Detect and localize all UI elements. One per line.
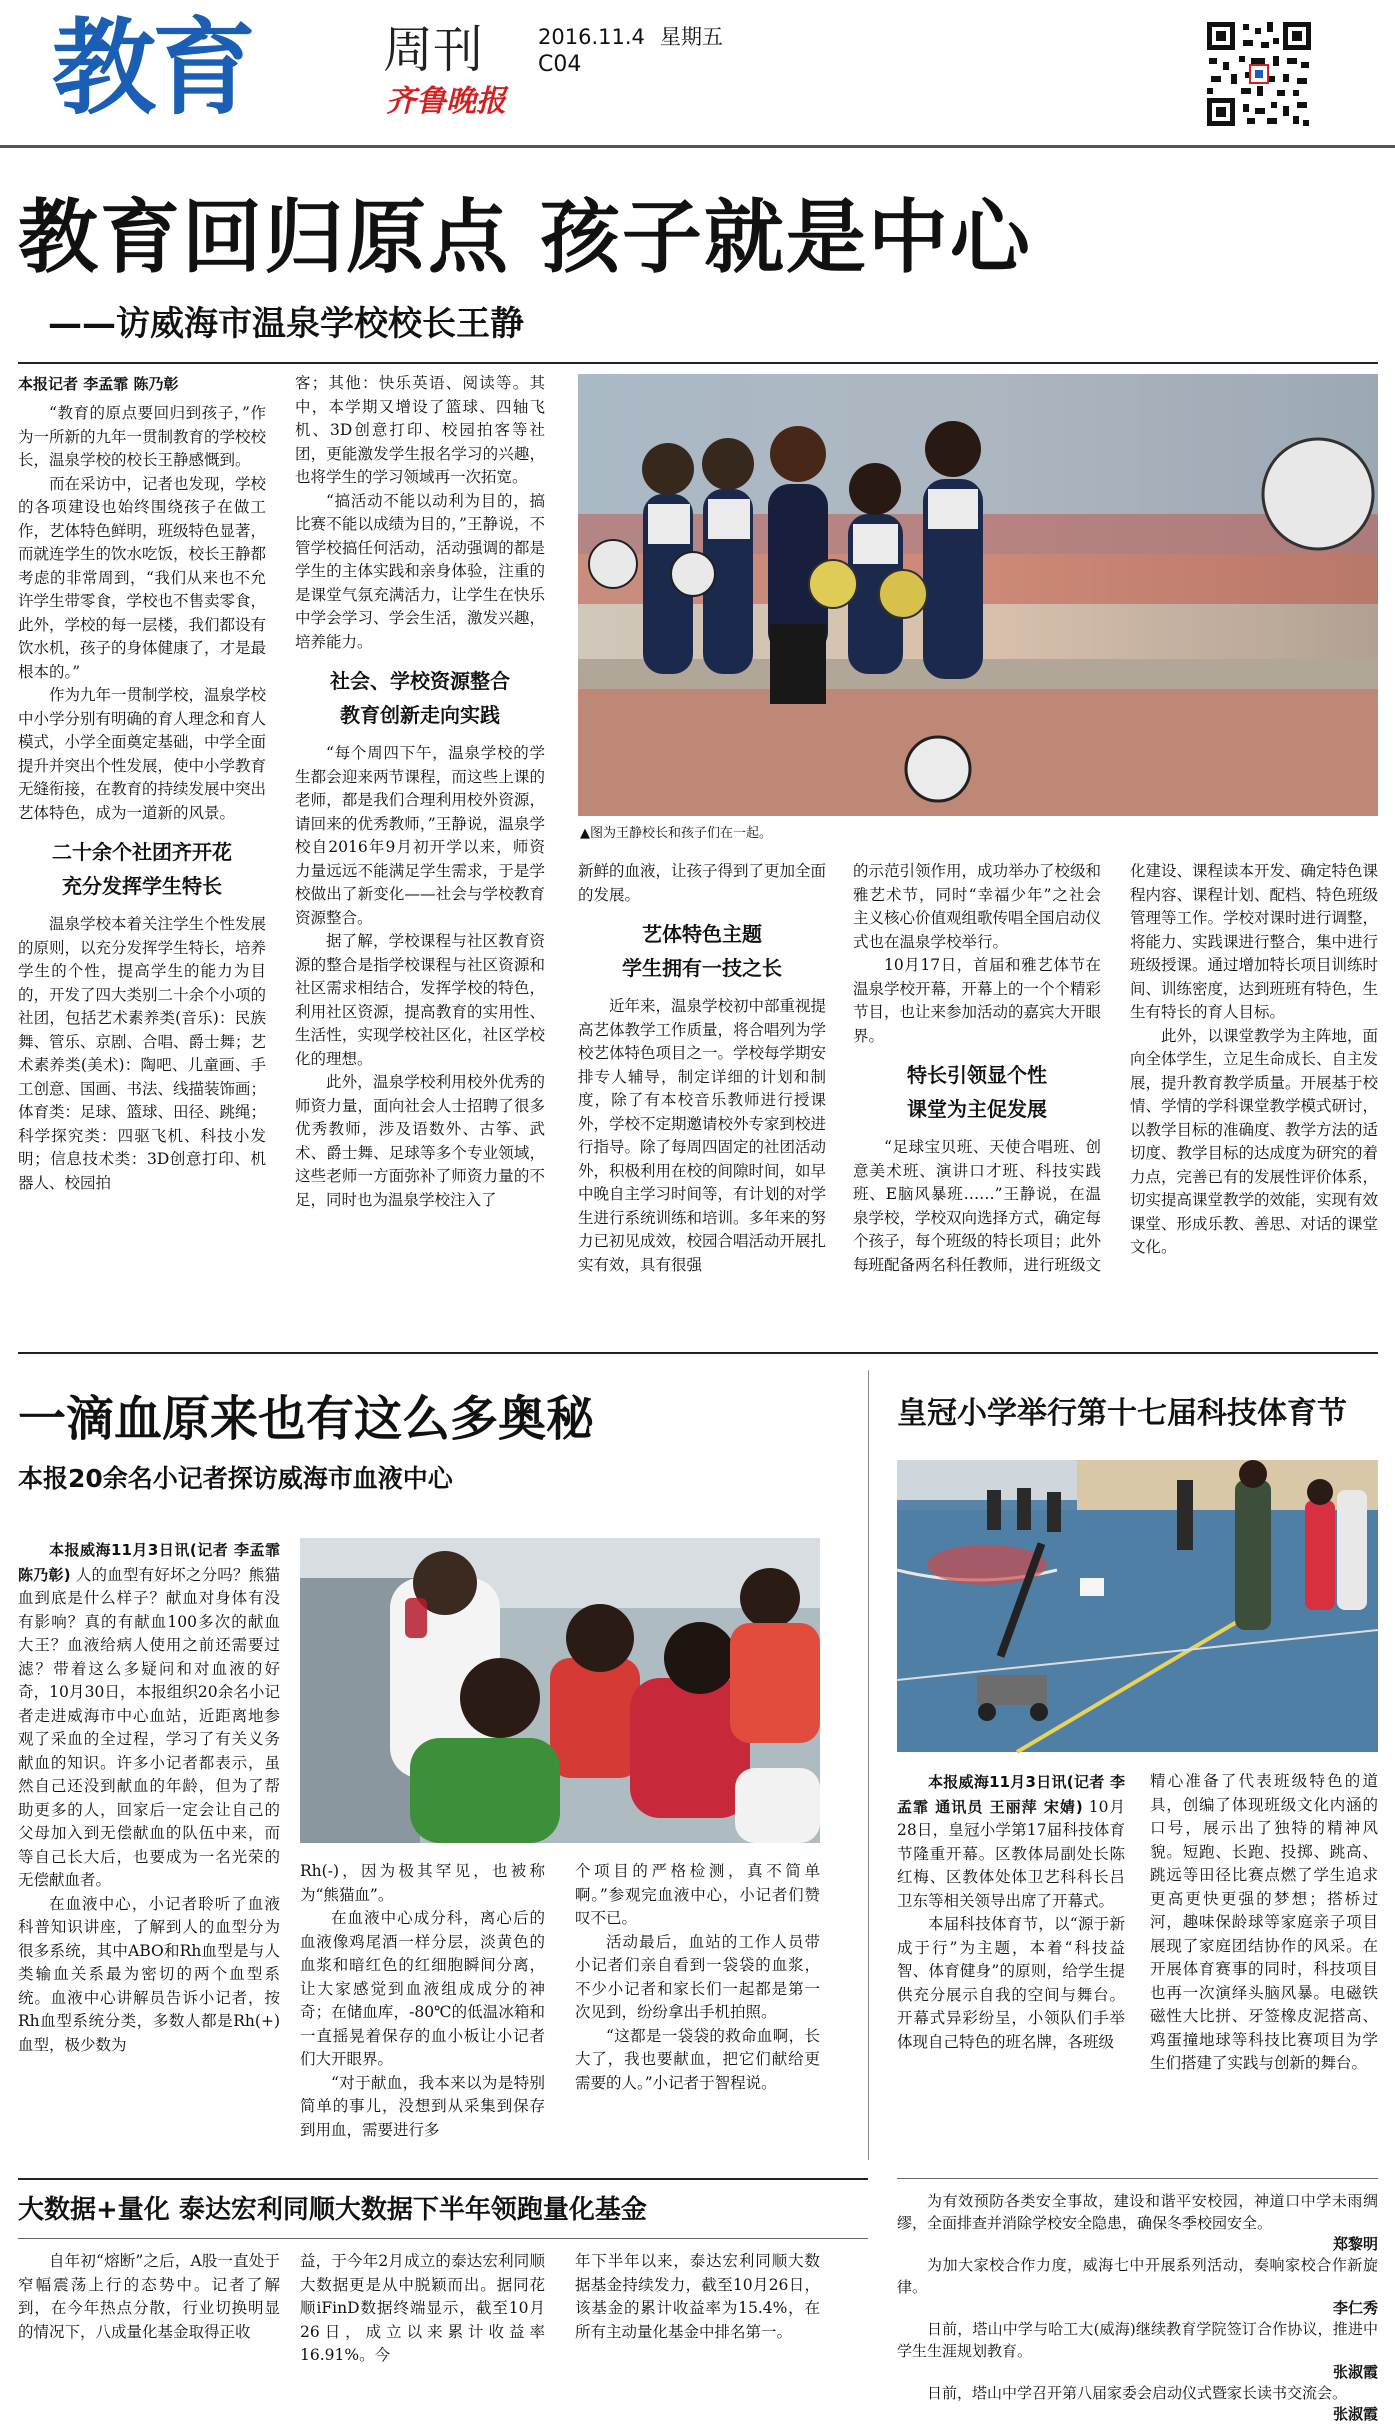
- brief-author: 张淑霞: [1332, 2363, 1378, 2381]
- lead-paragraph: “搞活动不能以动利为目的，搞比赛不能以成绩为目的，”王静说，不管学校搞任何活动，活动强调的都是学生的主体实践和亲身体验，注重的是课堂气氛充满活力，让学生在快乐中学会学习、学会生活，激发兴趣，培养能力。: [295, 491, 545, 651]
- lead-paragraph: 10月17日，首届和雅艺体节在温泉学校开幕，开幕上的一个个精彩节目，也让来参加活动的嘉宾大开眼界。: [853, 956, 1102, 1045]
- sci-paragraph: 精心准备了代表班级特色的道具，创编了体现班级文化内涵的口号，展示出了独特的精神风貌。短跑、长跑、投掷、跳高、跳远等田径比赛点燃了学生追求更高更快更强的梦想；搭桥过河，趣味保龄球等家庭亲子项目展现了家庭团结协作的风采。在开展体育赛事的同时，科技项目也再一次演绎头脑风暴。电磁铁磁性大比拼、牙签橡皮泥搭高、鸡蛋撞地球等科技比赛项目为学生们搭建了实践与创新的舞台。: [1150, 1772, 1378, 2072]
- fund-column-1: [18, 2250, 280, 2390]
- fund-headline: 大数据+量化 泰达宏利同顺大数据下半年领跑量化基金: [18, 2195, 647, 2225]
- sci-headline: 皇冠小学举行第十七届科技体育节: [897, 1396, 1347, 1431]
- lead-column-5: [1130, 860, 1378, 1342]
- lead-top-rule: [18, 362, 1378, 364]
- lead-paragraph: 作为九年一贯制学校，温泉学校中小学分别有明确的育人理念和育人模式，小学全面奠定基础，中学全面提升并突出个性发展，使中小学教育无缝衔接，在教育的持续发展中突出艺体特色，成为一道新的风景。: [18, 686, 267, 822]
- brief-item: 为加大家校合作力度，威海七中开展系列活动，奏响家校合作新旋律。 李仁秀: [897, 2256, 1378, 2317]
- fund-column-3: [575, 2250, 820, 2390]
- lead-byline: 本报记者 李孟霏 陈乃彰: [18, 375, 179, 393]
- lead-paragraph: 据了解，学校课程与社区教育资源的整合是指学校课程与社区资源和社区需求相结合，发挥学校的特色，利用社区资源，提高教育的实用性、生活性，实现学校社区化，社区学校化的理想。: [295, 932, 545, 1068]
- sci-paragraph: 本届科技体育节，以“源于新 成于行”为主题，本着“科技益智、体育健身”的原则，给学生提供充分展示自我的空间与舞台。开幕式异彩纷呈，小领队们手举体现自己特色的班名牌，各班级: [897, 1915, 1125, 2051]
- lead-paragraph: “教育的原点要回归到孩子，”作为一所新的九年一贯制教育的学校校长，温泉学校的校长王静感慨到。: [18, 404, 267, 469]
- lead-paragraph: 此外，温泉学校利用校外优秀的师资力量，面向社会人士招聘了很多优秀教师，涉及语数外、古筝、武术、爵士舞、足球等多个专业领域，这些老师一方面弥补了师资力量的不足，同时也为温泉学校注入了: [295, 1073, 545, 1209]
- page-number: C04: [538, 52, 582, 77]
- sci-photo: [897, 1460, 1378, 1752]
- blood-paragraph: “这都是一袋袋的救命血啊，长大了，我也要献血，把它们献给更需要的人。”小记者于智程说。: [575, 2026, 820, 2092]
- blood-paragraph: 本报威海11月3日讯(记者 李孟霏 陈乃彰) 人的血型有好坏之分吗？熊猫血到底是什么样子？献血对身体有没有影响？真的有献血100多次的献血大王？血液给病人使用之前还需要过滤？带着这么多疑问和对血液的好奇，10月30日，本报组织20余名小记者走进威海市中心血站，近距离地参观了采血的全过程，学习了有关义务献血的知识。许多小记者都表示，虽然自己还没到献血的年龄，但为了帮助更多的人，回家后一定会让自己的父母加入到无偿献血的队伍中来，而等自己长大后，也要成为一名光荣的无偿献血者。: [18, 1541, 281, 1889]
- paper-name: 齐鲁晚报: [386, 84, 506, 119]
- lead-paragraph: “足球宝贝班、天使合唱班、创意美术班、演讲口才班、科技实践班、E脑风暴班……”王静说，在温泉学校，学校双向选择方式，确定每个孩子，每个班级的特长项目；此外每班配备两名科任教师，进行班级文: [853, 1138, 1102, 1274]
- masthead-rule: [0, 145, 1395, 148]
- lead-column-3: [578, 860, 826, 1342]
- lead-column-1: [18, 372, 266, 1342]
- lead-paragraph: 而在采访中，记者也发现，学校的各项建设也始终围绕孩子在做工作，艺体特色鲜明，班级特色显著，而就连学生的饮水吃饭，校长王静都考虑的非常周到，“我们从来也不允许学生带零食，学校也不售卖零食，此外，学校的每一层楼，我们都设有饮水机，孩子的身体健康了，才是最根本的。”: [18, 474, 267, 681]
- lead-paragraph: 的示范引领作用，成功举办了校级和雅艺术节，同时“幸福少年”之社会主义核心价值观组歌传唱全国启动仪式也在温泉学校举行。: [853, 862, 1102, 951]
- sci-paragraph: 本报威海11月3日讯(记者 李孟霏 通讯员 王丽萍 宋婧) 10月28日，皇冠小学第17届科技体育节隆重开幕。区教体局副处长陈红梅、区教体处体卫艺科科长吕卫东等相关领导出席了开幕式。: [897, 1773, 1125, 1910]
- brief-author: 李仁秀: [1332, 2299, 1378, 2317]
- blood-dateline: 本报威海11月3日讯(记者 李孟霏 陈乃彰): [18, 1541, 280, 1584]
- brief-author: 张淑霞: [1332, 2405, 1378, 2423]
- brief-item: 为有效预防各类安全事故，建设和谐平安校园，神道口中学未雨绸缪，全面排查并消除学校安全隐患，确保冬季校园安全。 郑黎明: [897, 2192, 1378, 2253]
- lead-paragraph: 新鲜的血液，让孩子得到了更加全面的发展。: [578, 862, 827, 904]
- blood-paragraph: 在血液中心，小记者聆听了血液科普知识讲座，了解到人的血型分为很多系统，其中ABO和Rh血型是与人类输血关系最为密切的两个血型系统。血液中心讲解员告诉小记者，按Rh血型系统分类，多数人都是Rh(+)血型，极少数为: [18, 1894, 280, 2054]
- lead-subheading-1: 二十余个社团齐开花 充分发挥学生特长: [52, 840, 232, 898]
- lead-paragraph: “每个周四下午，温泉学校的学生都会迎来两节课程，而这些上课的老师，都是我们合理利用校外资源，请回来的优秀教师，”王静说，温泉学校自2016年9月初开学以来，师资力量远远不能满足学生需求，于是学校做出了新变化——社会与学校教育资源整合。: [295, 744, 545, 927]
- lead-subheading-2: 社会、学校资源整合 教育创新走向实践: [330, 669, 510, 727]
- blood-column-1: [18, 1538, 280, 2178]
- blood-column-3: [575, 1860, 820, 2178]
- lead-paragraph: 此外，以课堂教学为主阵地，面向全体学生，立足生命成长、自主发展，提升教育教学质量。开展基于校情、学情的学科课堂教学模式研讨，以教学目标的准确度、教学方法的适切度、教学目标的达成度为研究的着力点，完善已有的发展性评价体系，切实提高课堂教学的效能，实现有效课堂、形成乐教、善思、对话的课堂文化。: [1130, 1026, 1379, 1256]
- blood-subhead: 本报20余名小记者探访威海市血液中心: [18, 1464, 453, 1493]
- issue-date: 2016.11.4: [538, 25, 645, 49]
- blood-paragraph: 活动最后，血站的工作人员带小记者们亲自看到一袋袋的血浆，不少小记者和家长们一起都是第一次见到，纷纷拿出手机拍照。: [575, 1932, 820, 2021]
- weekly-label: 周刊: [383, 21, 483, 79]
- fund-paragraph: 年下半年以来，泰达宏利同顺大数据基金持续发力，截至10月26日，该基金的累计收益率为15.4%，在所有主动量化基金中排名第一。: [575, 2252, 820, 2341]
- lead-headline: 教育回归原点 孩子就是中心: [18, 191, 1032, 284]
- sci-dateline: 本报威海11月3日讯(记者 李孟霏 通讯员 王丽萍 宋婧): [897, 1773, 1125, 1816]
- lead-paragraph: 客；其他：快乐英语、阅读等。其中，本学期又增设了篮球、四轴飞机、3D创意打印、校园拍客等社团，更能激发学生报名学习的兴趣，也将学生的学习领域再一次拓宽。: [295, 374, 545, 486]
- lead-photo-caption: ▲图为王静校长和孩子们在一起。: [580, 826, 772, 841]
- lead-paragraph: 近年来，温泉学校初中部重视提高艺体教学工作质量，将合唱列为学校艺体特色项目之一。学校每学期安排专人辅导，制定详细的计划和制度，除了有本校音乐教师进行授课外，学校不定期邀请校外专家到校进行指导。除了每周四固定的社团活动外，积极利用在校的间隙时间，如早中晚自主学习时间等，有计划的对学生进行系统训练和培训。多年来的努力已初见成效，校园合唱活动开展扎实有效，具有很强: [578, 997, 827, 1274]
- fund-paragraph: 益，于今年2月成立的泰达宏利同顺大数据更是从中脱颖而出。据同花顺iFinD数据终端显示，截至10月26日，成立以来累计收益率16.91%。今: [300, 2252, 545, 2364]
- sci-column-2: [1150, 1770, 1378, 2165]
- lead-photo-image: [578, 374, 1378, 816]
- brief-item: 日前，塔山中学与哈工大(威海)继续教育学院签订合作协议，推进中学生生涯规划教育。 张淑霞: [897, 2320, 1378, 2381]
- blood-paragraph: Rh(-)，因为极其罕见，也被称为“熊猫血”。: [300, 1862, 545, 1904]
- blood-paragraph: “对于献血，我本来以为是特别简单的事儿，没想到从采集到保存到用血，需要进行多: [300, 2073, 545, 2139]
- column-divider: [868, 1370, 869, 2160]
- issue-weekday: 星期五: [660, 25, 723, 49]
- lead-subheading-3: 艺体特色主题 学生拥有一技之长: [622, 922, 782, 980]
- lead-subhead: ——访威海市温泉学校校长王静: [48, 304, 524, 344]
- blood-photo-image: [300, 1538, 820, 1843]
- news-briefs: [897, 2190, 1378, 2423]
- section-logo: 教育: [52, 7, 253, 129]
- sci-column-1: [897, 1770, 1125, 2165]
- sci-photo-image: [897, 1460, 1378, 1752]
- lead-column-4: [853, 860, 1101, 1342]
- blood-photo: [300, 1538, 820, 1843]
- blood-paragraph: 在血液中心成分科，离心后的血液像鸡尾酒一样分层，淡黄色的血浆和暗红色的红细胞瞬间分离，让大家感觉到血液组成成分的神奇；在储血库，-80℃的低温冰箱和一直摇晃着保存的血小板让小记者们大开眼界。: [300, 1909, 545, 2068]
- lead-photo: [578, 374, 1378, 816]
- lead-column-2: [295, 372, 545, 1342]
- lead-paragraph: 温泉学校本着关注学生个性发展的原则，以充分发挥学生特长，培养学生的个性，提高学生的能力为目的，开发了四大类别二十余个小项的社团，包括艺术素养类(音乐)：民族舞、管乐、京剧、合唱、爵士舞；艺术素养类(美术)：陶吧、儿童画、手工创意、国画、书法、线描装饰画；体育类：足球、篮球、田径、跳绳；科学探究类：四驱飞机、科技小发明；信息技术类：3D创意打印、机器人、校园拍: [18, 915, 267, 1192]
- section-rule-lower: [18, 2178, 868, 2180]
- briefs-rule: [897, 2178, 1378, 2179]
- section-rule: [18, 1352, 1378, 1354]
- fund-rule: [18, 2238, 868, 2239]
- brief-item: 日前，塔山中学召开第八届家委会启动仪式暨家长读书交流会。 张淑霞: [897, 2382, 1378, 2424]
- qr-code: [1203, 18, 1315, 130]
- lead-subheading-4: 特长引领显个性 课堂为主促发展: [907, 1063, 1047, 1121]
- blood-column-2: [300, 1860, 545, 2178]
- blood-paragraph: 个项目的严格检测，真不简单啊。”参观完血液中心，小记者们赞叹不已。: [575, 1862, 820, 1927]
- fund-paragraph: 自年初“熔断”之后，A股一直处于窄幅震荡上行的态势中。记者了解到，在今年热点分散，行业切换明显的情况下，八成量化基金取得正收: [18, 2252, 280, 2341]
- fund-column-2: [300, 2250, 545, 2390]
- brief-author: 郑黎明: [1332, 2235, 1378, 2253]
- blood-headline: 一滴血原来也有这么多奥秘: [18, 1391, 595, 1447]
- lead-paragraph: 化建设、课程读本开发、确定特色课程内容、课程计划、配档、特色班级管理等工作。学校对课时进行调整，将能力、实践课进行整合，集中进行班级授课。通过增加特长项目训练时间、训练密度，达到班班有特色，生生有特长的育人目标。: [1130, 862, 1379, 1021]
